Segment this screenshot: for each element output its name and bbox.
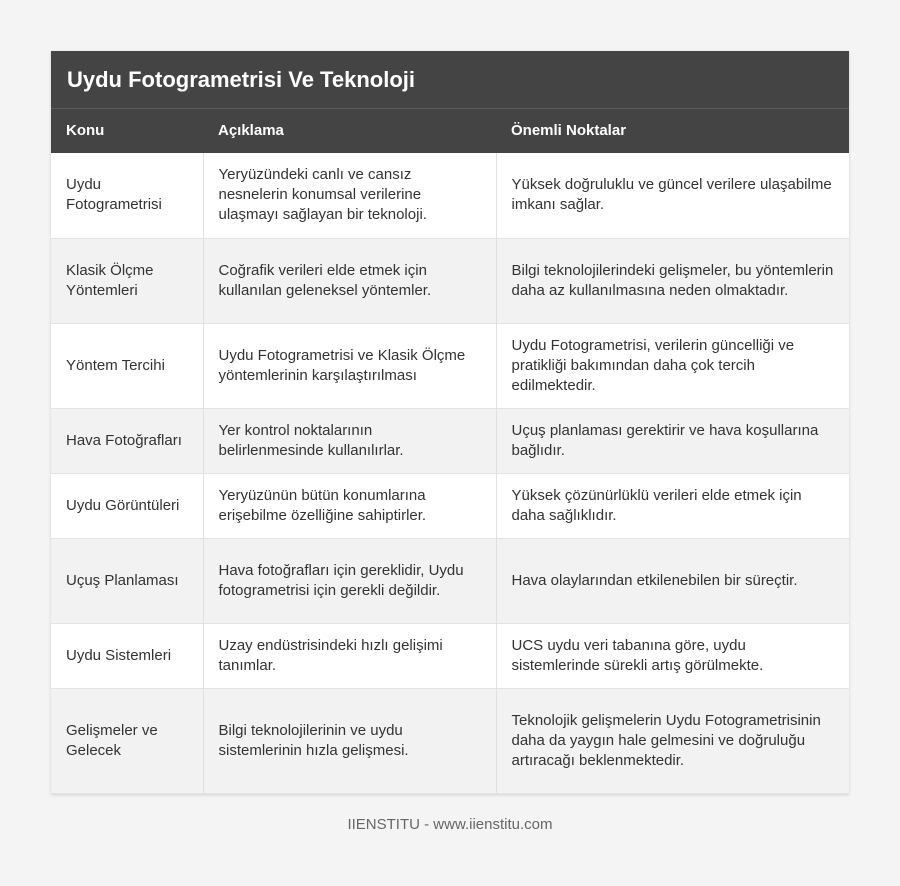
table-row — [51, 474, 849, 539]
column-header-onemli-noktalar: Önemli Noktalar — [511, 122, 627, 140]
cell-konu: Yöntem Tercihi — [51, 324, 203, 409]
table-row — [51, 689, 849, 794]
cell-konu: Uçuş Planlaması — [51, 539, 203, 624]
cell-konu: Uydu Görüntüleri — [51, 474, 203, 539]
table-row — [51, 153, 849, 239]
table-row — [51, 539, 849, 624]
cell-konu: Uydu Fotogrametrisi — [51, 153, 203, 239]
table-card — [51, 51, 849, 794]
cell-aciklama: Hava fotoğrafları için gereklidir, Uydu fotogrametrisi için gerekli değildir. — [203, 539, 496, 624]
cell-konu: Uydu Sistemleri — [51, 624, 203, 689]
table-row — [51, 409, 849, 474]
cell-onemli-noktalar: Teknolojik gelişmelerin Uydu Fotogrametrisinin daha da yaygın hale gelmesini ve doğruluğu artıracağı beklenmektedir. — [511, 712, 821, 769]
cell-konu: Hava Fotoğrafları — [51, 409, 203, 474]
cell-konu: Klasik Ölçme Yöntemleri — [51, 239, 203, 324]
cell-onemli-noktalar: Yüksek çözünürlüklü verileri elde etmek için daha sağlıklıdır. — [511, 487, 802, 524]
cell-konu: Gelişmeler ve Gelecek — [51, 689, 203, 794]
table-title: Uydu Fotogrametrisi Ve Teknoloji — [51, 51, 849, 108]
cell-aciklama: Yeryüzündeki canlı ve cansız nesnelerin konumsal verilerine ulaşmayı sağlayan bir teknoloji. — [203, 153, 496, 239]
table-row — [51, 624, 849, 689]
cell-aciklama: Uydu Fotogrametrisi ve Klasik Ölçme yöntemlerinin karşılaştırılması — [203, 324, 496, 409]
cell-onemli-noktalar: Yüksek doğruluklu ve güncel verilere ulaşabilme imkanı sağlar. — [511, 176, 832, 214]
cell-aciklama: Coğrafik verileri elde etmek için kullanılan geleneksel yöntemler. — [203, 239, 496, 324]
cell-aciklama: Uzay endüstrisindeki hızlı gelişimi tanımlar. — [203, 624, 496, 689]
table-header-row — [51, 109, 849, 153]
cell-onemli-noktalar: Uçuş planlaması gerektirir ve hava koşullarına bağlıdır. — [511, 422, 819, 459]
table-row — [51, 239, 849, 324]
table-row — [51, 324, 849, 409]
footer-credit: IIENSTITU - www.iienstitu.com — [347, 816, 553, 833]
data-table — [51, 108, 849, 794]
cell-onemli-noktalar: UCS uydu veri tabanına göre, uydu sistemlerinde sürekli artış görülmekte. — [511, 637, 764, 674]
column-header-aciklama: Açıklama — [218, 122, 284, 140]
cell-aciklama: Bilgi teknolojilerinin ve uydu sistemlerinin hızla gelişmesi. — [203, 689, 496, 794]
cell-onemli-noktalar: Hava olaylarından etkilenebilen bir süreçtir. — [511, 572, 798, 589]
cell-aciklama: Yer kontrol noktalarının belirlenmesinde kullanılırlar. — [203, 409, 496, 474]
cell-onemli-noktalar: Uydu Fotogrametrisi, verilerin güncelliği ve pratikliği bakımından daha çok tercih edilmektedir. — [511, 337, 795, 394]
cell-onemli-noktalar: Bilgi teknolojilerindeki gelişmeler, bu yöntemlerin daha az kullanılmasına neden olmaktadır. — [511, 262, 834, 299]
cell-aciklama: Yeryüzünün bütün konumlarına erişebilme özelliğine sahiptirler. — [203, 474, 496, 539]
column-header-konu: Konu — [66, 122, 105, 140]
